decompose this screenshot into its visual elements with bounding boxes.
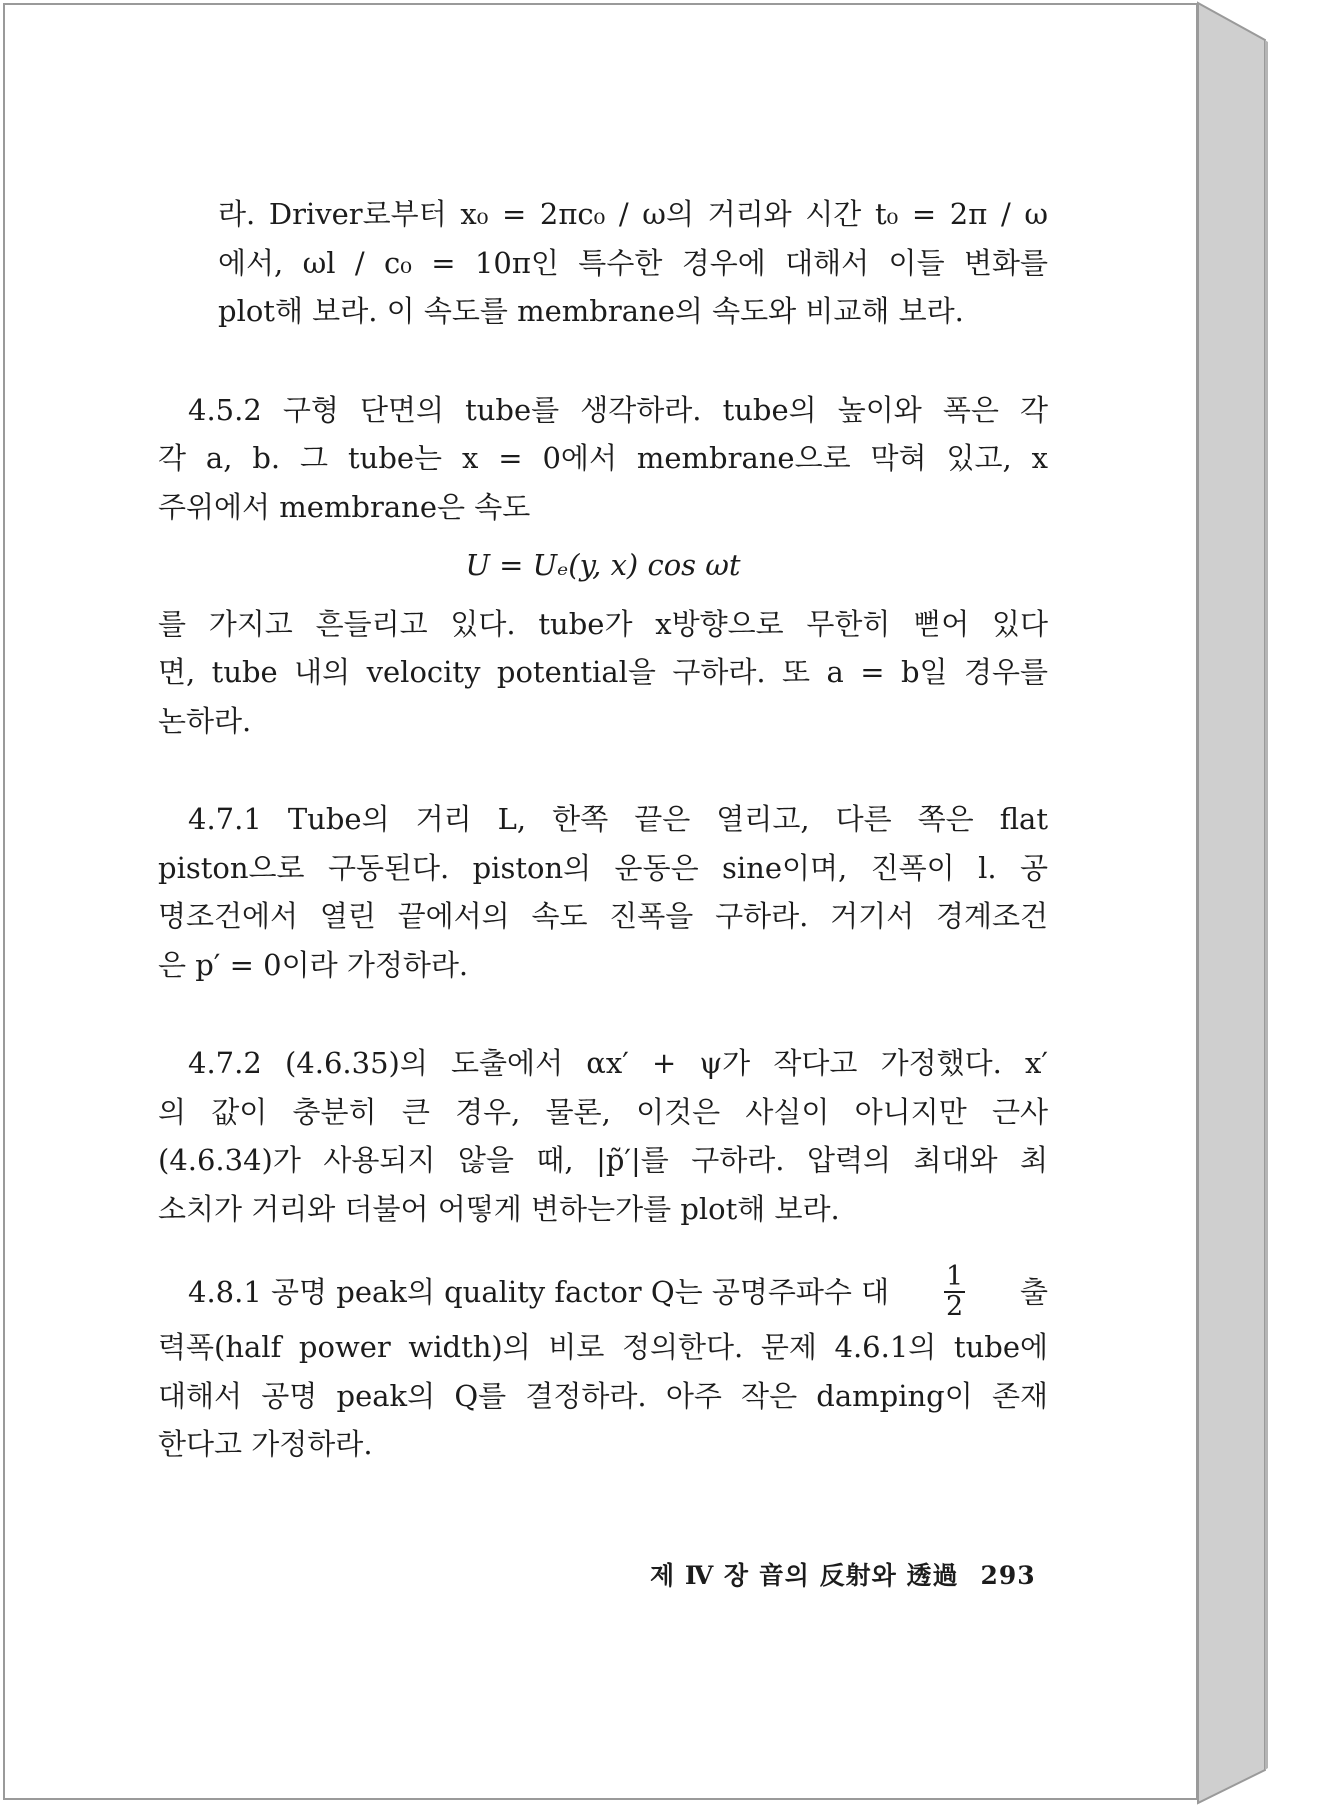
page-number: 293 xyxy=(980,1561,1036,1590)
text-line: 4.7.2 (4.6.35)의 도출에서 αx′ + ψ가 작다고 가정했다. x′ xyxy=(188,1046,1048,1080)
paragraph-continuation xyxy=(158,190,1048,336)
text-line: 한다고 가정하라. xyxy=(158,1427,373,1461)
text-line: 에서, ωl / c₀ = 10π인 특수한 경우에 대해서 이들 변화를 xyxy=(218,245,1048,280)
text-segment: 출 xyxy=(1019,1274,1048,1309)
text-line: 4.7.1 Tube의 거리 L, 한쪽 끝은 열리고, 다른 쪽은 flat xyxy=(188,802,1048,836)
text-line: (4.6.34)가 사용되지 않을 때, |p̃′|를 구하라. 압력의 최대와 최 xyxy=(158,1143,1048,1177)
text-line-with-fraction xyxy=(158,1261,1048,1323)
text-line: 를 가지고 흔들리고 있다. tube가 x방향으로 무한히 뻗어 있다 xyxy=(158,606,1048,641)
problem-4-8-1 xyxy=(158,1261,1048,1469)
equation: U = Uₑ(y, x) cos ωt xyxy=(465,548,741,582)
text-line: 4.5.2 구형 단면의 tube를 생각하라. tube의 높이와 폭은 각 xyxy=(188,392,1048,427)
problem-4-7-2 xyxy=(158,1039,1048,1233)
text-line: piston으로 구동된다. piston의 운동은 sine이며, 진폭이 l. 공 xyxy=(158,850,1048,885)
text-line: 각 a, b. 그 tube는 x = 0에서 membrane으로 막혀 있고, x xyxy=(158,441,1048,475)
fraction-one-half xyxy=(944,1263,965,1321)
page-body xyxy=(158,190,1048,1469)
text-line: 의 값이 충분히 큰 경우, 물론, 이것은 사실이 아니지만 근사 xyxy=(158,1094,1048,1129)
text-segment: 4.8.1 공명 peak의 quality factor Q는 공명주파수 대 xyxy=(188,1274,890,1309)
text-line: 소치가 거리와 더불어 어떻게 변하는가를 plot해 보라. xyxy=(158,1191,840,1226)
text-line: 대해서 공명 peak의 Q를 결정하라. 아주 작은 damping이 존재 xyxy=(158,1378,1048,1413)
fraction-numerator: 1 xyxy=(945,1261,964,1292)
problem-4-7-1 xyxy=(158,795,1048,989)
problem-4-5-2 xyxy=(158,386,1048,746)
text-line: 논하라. xyxy=(158,703,252,738)
text-line: 은 p′ = 0이라 가정하라. xyxy=(158,947,469,982)
text-line: 명조건에서 열린 끝에서의 속도 진폭을 구하라. 거기서 경계조건 xyxy=(158,899,1048,933)
running-footer xyxy=(650,1556,1036,1592)
chapter-title: 제 Ⅳ 장 音의 反射와 透過 xyxy=(650,1561,959,1590)
text-line: 주위에서 membrane은 속도 xyxy=(158,489,531,524)
text-line: 력폭(half power width)의 비로 정의한다. 문제 4.6.1의 tube에 xyxy=(158,1330,1048,1364)
text-line: plot해 보라. 이 속도를 membrane의 속도와 비교해 보라. xyxy=(218,294,964,328)
text-line: 면, tube 내의 velocity potential을 구하라. 또 a = b일 경우를 xyxy=(158,655,1048,689)
text-line: 라. Driver로부터 x₀ = 2πc₀ / ω의 거리와 시간 t₀ = 2π / ω xyxy=(218,197,1048,231)
fraction-denominator: 2 xyxy=(945,1291,964,1322)
